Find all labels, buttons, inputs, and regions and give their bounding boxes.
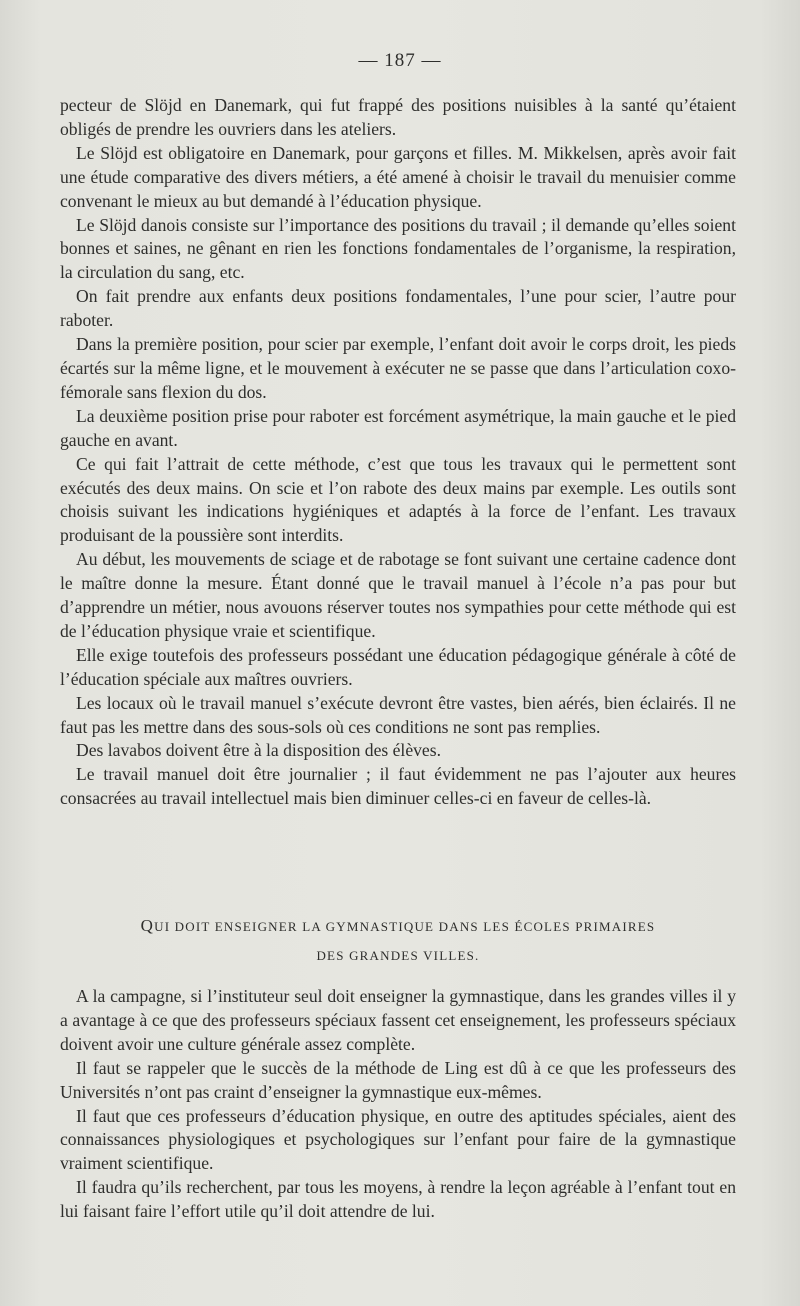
section-heading (60, 911, 736, 970)
paragraph: Des lavabos doivent être à la disposition des élèves. (76, 740, 441, 761)
body-text-bottom (60, 985, 736, 1224)
body-text-top (60, 94, 736, 811)
paragraph: Il faudra qu’ils recherchent, par tous les moyens, à rendre la leçon agréable à l’enfant tout en lui faisant faire l’effort utile qu’il doit attendre de lui. (60, 1177, 736, 1222)
heading-initial: Q (140, 916, 155, 935)
paragraph: Il faut se rappeler que le succès de la méthode de Ling est dû à ce que les professeurs des Universités n’ont pas craint d’enseigner la gymnastique eux-mêmes. (60, 1057, 736, 1102)
paragraph: Elle exige toutefois des professeurs possédant une éducation pédagogique générale à côté de l’éducation spéciale aux maîtres ouvriers. (60, 644, 736, 689)
paragraph: On fait prendre aux enfants deux positions fondamentales, l’une pour scier, l’autre pour raboter. (60, 286, 736, 331)
paragraph: Le Slöjd est obligatoire en Danemark, pour garçons et filles. M. Mikkelsen, après avoir fait une étude comparative des divers métiers, a été amené à choisir le travail du menuisier comme convenant le mieux au but demandé à l’éducation physique. (60, 142, 736, 211)
paragraph: La deuxième position prise pour raboter est forcément asymétrique, la main gauche et le pied gauche en avant. (60, 405, 736, 450)
paragraph: A la campagne, si l’instituteur seul doit enseigner la gymnastique, dans les grandes villes il y a avantage à ce que des professeurs spéciaux fassent cet enseignement, les professeurs spéciaux doivent avoir une culture générale assez complète. (60, 986, 736, 1054)
paragraph: Les locaux où le travail manuel s’exécute devront être vastes, bien aérés, bien éclairés. Il ne faut pas les mettre dans des sous-sols où ces conditions ne sont pas remplies. (60, 692, 736, 737)
paragraph: pecteur de Slöjd en Danemark, qui fut frappé des positions nuisibles à la santé qu’étaient obligés de prendre les ouvriers dans les ateliers. (60, 95, 736, 139)
heading-line-1-text: UI DOIT ENSEIGNER LA GYMNASTIQUE DANS LES ÉCOLES PRIMAIRES (154, 919, 656, 934)
paragraph: Le travail manuel doit être journalier ; il faut évidemment ne pas l’ajouter aux heures consacrées au travail intellectuel mais bien diminuer celles-ci en faveur de celles-là. (60, 764, 736, 809)
section-heading-line-2: DES GRANDES VILLES. (316, 948, 480, 963)
page-number: — 187 — (358, 50, 442, 71)
paragraph: Le Slöjd danois consiste sur l’importance des positions du travail ; il demande qu’elles soient bonnes et saines, ne gênant en rien les fonctions fondamentales de l’organisme, la respiration, la circulation du sang, etc. (60, 214, 736, 283)
paragraph: Ce qui fait l’attrait de cette méthode, c’est que tous les travaux qui le permettent sont exécutés des deux mains. On scie et l’on rabote des deux mains par exemple. Les outils sont choisis suivant les indications hygiéniques et adaptés à la force de l’enfant. Les travaux produisant de la poussière sont interdits. (60, 453, 736, 546)
paragraph: Au début, les mouvements de sciage et de rabotage se font suivant une certaine cadence dont le maître donne la mesure. Étant donné que le travail manuel à l’école n’a pas pour but d’apprendre un métier, nous avouons réserver toutes nos sympathies pour cette méthode qui est de l’éducation physique vraie et scientifique. (60, 549, 736, 641)
paragraph: Il faut que ces professeurs d’éducation physique, en outre des aptitudes spéciales, aient des connaissances physiologiques et psychologiques sur l’enfant pour faire de la gymnastique vraiment scientifique. (60, 1105, 736, 1174)
section-heading-line-1 (60, 911, 736, 941)
paragraph: Dans la première position, pour scier par exemple, l’enfant doit avoir le corps droit, les pieds écartés sur la même ligne, et le mouvement à exécuter ne se passe que dans l’articulation coxo-fémorale sans flexion du dos. (60, 334, 736, 402)
